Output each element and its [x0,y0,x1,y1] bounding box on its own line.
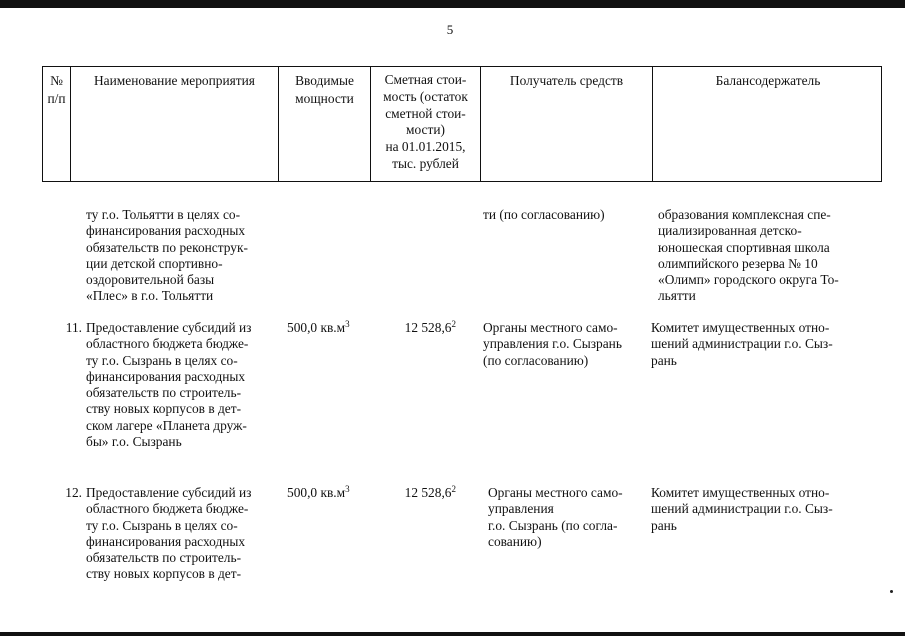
row-cost: 12 528,6$^2$ [404,484,456,500]
page-number: 5 [446,22,454,37]
row-recipient: Органы местного само- управления г.о. Сызрань (по согла- сованию) [488,485,623,549]
row-recipient: Органы местного само- управления г.о. Сызрань (по согласованию) [483,320,622,368]
row-recipient: ти (по согласованию) [483,207,605,222]
row-number: 12. [65,485,82,500]
table-header [42,66,882,182]
row-name: Предоставление субсидий из областного бюджета бюдже- ту г.о. Сызрань в целях со- финансирования расходных обязательств по строитель- ству новых корпусов в дет- ском лагере «Планета друж- бы» г.о. Сызрань [86,320,252,450]
header-recipient: Получатель средств [481,67,653,181]
header-capacity: Вводимые мощности [279,67,371,181]
header-holder: Балансодержатель [715,73,821,88]
bottom-rule [0,632,905,636]
scan-speck [890,590,893,593]
row-capacity: 500,0 $кв.м^3$ [287,319,350,335]
row-holder: Комитет имущественных отно- шений администрации г.о. Сыз- рань [651,320,833,368]
header-number: № п/п [43,67,71,181]
row-holder: образования комплексная спе- циализированная детско- юношеская спортивная школа олимпийского резерва № 10 «Олимп» городского округа То- льятти [658,207,839,304]
row-name: ту г.о. Тольятти в целях со- финансирования расходных обязательств по реконструк- ции детской спортивно- оздоровительной базы «Плес» в г.о. Тольятти [86,207,248,304]
row-name: Предоставление субсидий из областного бюджета бюдже- ту г.о. Сызрань в целях со- финансирования расходных обязательств по строитель- ству новых корпусов в дет- [86,485,252,582]
header-name: Наименование мероприятия [71,67,279,181]
top-rule [0,0,905,8]
header-cost: Сметная стои- мость (остаток сметной стои- мости) на 01.01.2015, тыс. рублей [371,67,481,181]
row-cost: 12 528,6$^2$ [404,319,456,335]
row-holder: Комитет имущественных отно- шений администрации г.о. Сыз- рань [651,485,833,533]
row-number: 11. [65,320,82,335]
row-capacity: 500,0 $кв.м^3$ [287,484,350,500]
